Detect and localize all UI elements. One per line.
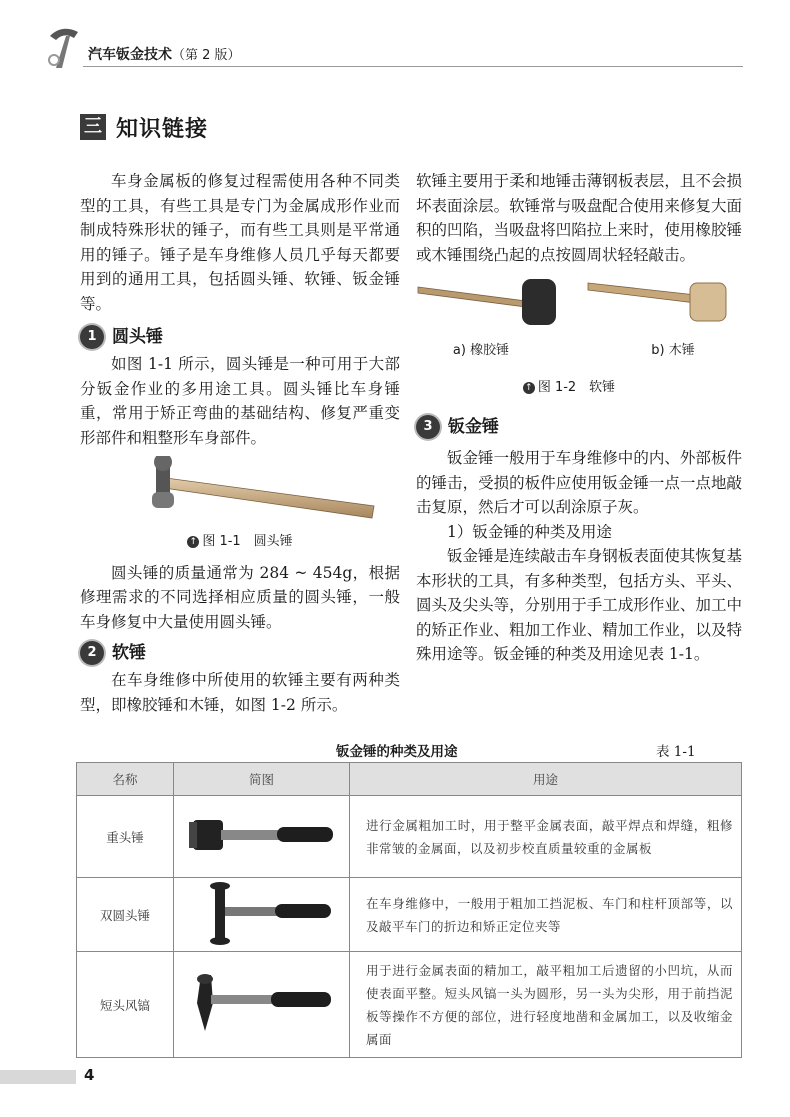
weight-paragraph: 圆头锤的质量通常为 284 ~ 454g，根据修理需求的不同选择相应质量的圆头锤，一般车身修复中大量使用圆头锤。: [80, 563, 400, 631]
table-header-row: [77, 763, 742, 796]
table-row: [77, 796, 742, 878]
table-row: [77, 878, 742, 952]
subcaption-b: b) 木锤: [651, 343, 695, 358]
row-name: 双圆头锤: [77, 878, 174, 952]
subheading-label: 软锤: [112, 642, 146, 663]
short-pick-hammer-image: [187, 973, 337, 1033]
intro-paragraph: 车身金属板的修复过程需使用各种不同类型的工具，有些工具是专门为金属成形作业而制成特殊形状的锤子，而有些工具则是平常通用的锤子。锤子是车身维修人员几乎每天都要用到的通用工具，包括圆头锤、软锤、钣金锤等。: [80, 172, 400, 313]
rubber-mallet-image: [416, 275, 566, 331]
number-badge: 3: [416, 415, 440, 439]
page-footer-bar: [0, 1070, 76, 1084]
right-column: [416, 169, 742, 667]
figure-1-2: [416, 273, 742, 339]
column-header: 用途: [350, 763, 742, 796]
subheading-round-hammer: [80, 322, 400, 352]
subheading-label: 钣金锤: [448, 416, 499, 437]
figure-1-2-caption: ↑ 图 1-2 软锤: [416, 376, 742, 401]
wooden-mallet-image: [586, 275, 736, 331]
figure-1-1: [80, 450, 400, 530]
figure-1-1-caption: ↑ 图 1-1 圆头锤: [80, 530, 400, 555]
soft-hammer-continued-paragraph: 软锤主要用于柔和地锤击薄钢板表层，且不会损坏表面涂层。软锤常与吸盘配合使用来修复大面积的凹陷，当吸盘将凹陷拉上来时，使用橡胶锤或木锤围绕凸起的点按圆周状轻轻敲击。: [416, 172, 742, 264]
soft-hammer-paragraph: 在车身维修中所使用的软锤主要有两种类型，即橡胶锤和木锤，如图 1-2 所示。: [80, 671, 400, 714]
column-header: 名称: [77, 763, 174, 796]
hammer-types-table: [76, 762, 742, 1058]
caption-arrow-icon: ↑: [523, 382, 535, 394]
book-title: 汽车钣金技术（第 2 版）: [88, 47, 241, 63]
row-usage: 在车身维修中，一般用于粗加工挡泥板、车门和柱杆顶部等，以及敲平车门的折边和矫正定位夹等: [350, 878, 742, 952]
list-item-1: 1）钣金锤的种类及用途: [447, 522, 612, 541]
round-hammer-paragraph: 如图 1-1 所示，圆头锤是一种可用于大部分钣金作业的多用途工具。圆头锤比车身锤重，常用于矫正弯曲的基础结构、修复严重变形部件和粗整形车身部件。: [80, 355, 400, 447]
page-number: 4: [84, 1066, 95, 1084]
row-name: 重头锤: [77, 796, 174, 878]
subcaption-a: a) 橡胶锤: [452, 343, 510, 358]
heavy-hammer-image: [187, 812, 337, 858]
section-number-box: 三: [80, 114, 106, 140]
subheading-label: 圆头锤: [112, 326, 163, 347]
book-edition: （第 2 版）: [172, 48, 241, 63]
panel-hammer-paragraph: 钣金锤一般用于车身维修中的内、外部板件的锤击，受损的板件应使用钣金锤一点一点地敲击复原，然后才可以刮涂原子灰。: [416, 449, 742, 516]
row-diagram: [174, 878, 350, 952]
double-round-hammer-image: [187, 881, 337, 945]
section-title: 知识链接: [116, 117, 209, 142]
table-row: [77, 952, 742, 1058]
row-usage: 用于进行金属表面的精加工，敲平粗加工后遗留的小凹坑，从而使表面平整。短头风镐一头为圆形，另一头为尖形，用于前挡泥板等操作不方便的部位，进行轻度地凿和金属加工，以及收缩金属面: [350, 952, 742, 1058]
figure-1-2-subcaptions: [416, 339, 742, 364]
header-divider: [83, 66, 743, 67]
row-diagram: [174, 796, 350, 878]
number-badge: 2: [80, 641, 104, 665]
row-diagram: [174, 952, 350, 1058]
number-badge: 1: [80, 325, 104, 349]
subheading-soft-hammer: [80, 638, 400, 668]
types-paragraph: 钣金锤是连续敲击车身钢板表面使其恢复基本形状的工具，有多种类型，包括方头、平头、圆头及尖头等，分别用于手工成形作业、加工中的矫正作业、粗加工作业、精加工作业，以及特殊用途等。钣金锤的种类及用途见表 1-1。: [416, 547, 742, 663]
row-name: 短头风镐: [77, 952, 174, 1058]
table-number: 表 1-1: [656, 744, 696, 760]
round-hammer-image: [142, 456, 392, 528]
book-logo-icon: [44, 22, 84, 72]
caption-arrow-icon: ↑: [187, 536, 199, 548]
left-column: [80, 169, 400, 717]
subheading-panel-hammer: [416, 412, 742, 442]
column-header: 简图: [174, 763, 350, 796]
table-title: 钣金锤的种类及用途: [336, 744, 458, 760]
row-usage: 进行金属粗加工时，用于整平金属表面，敲平焊点和焊缝，粗修非常皱的金属面，以及初步校直质量较重的金属板: [350, 796, 742, 878]
